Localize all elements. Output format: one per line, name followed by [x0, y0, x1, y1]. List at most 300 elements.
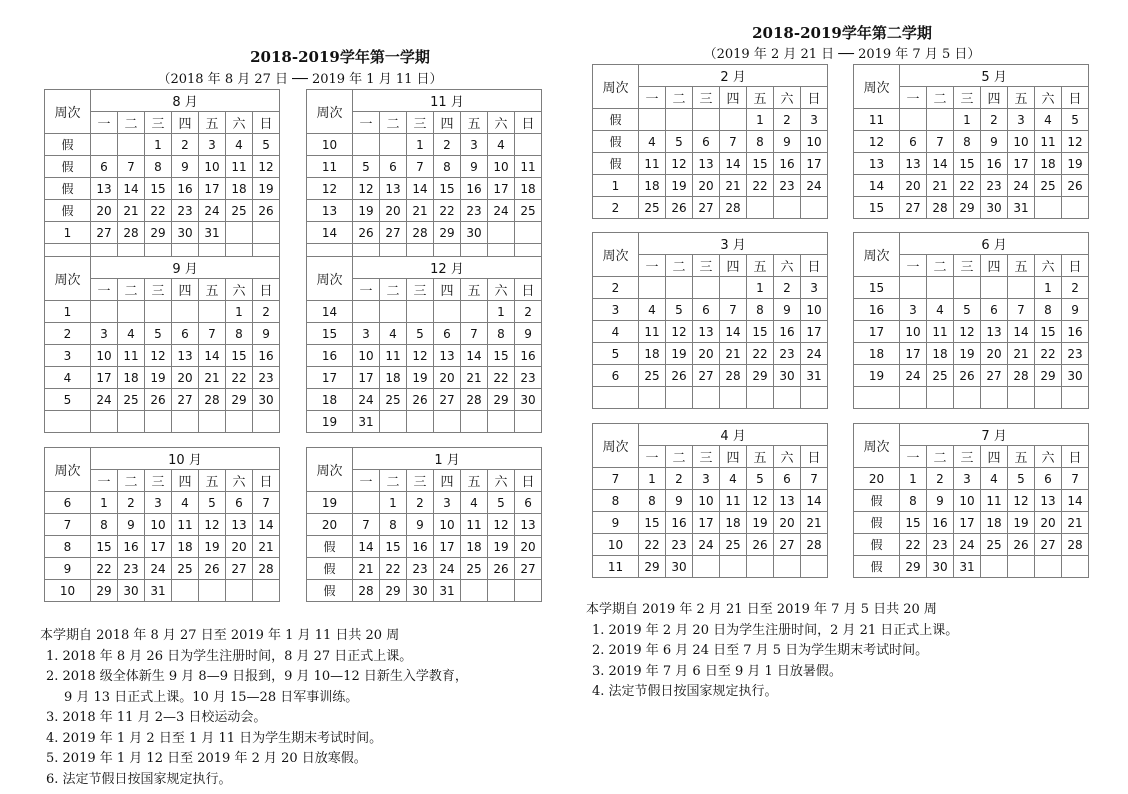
day-cell: [1008, 277, 1035, 299]
week-row: [593, 299, 828, 321]
day-cell: 27: [1035, 534, 1062, 556]
day-cell: 21: [1062, 512, 1089, 534]
day-cell: [900, 109, 927, 131]
day-cell: [693, 277, 720, 299]
month-calendar: [592, 64, 828, 219]
day-cell: 30: [461, 222, 488, 244]
week-number: 假: [45, 134, 91, 156]
week-row: [854, 365, 1089, 387]
day-cell: 4: [118, 323, 145, 345]
day-cell: 18: [720, 512, 747, 534]
week-row: [593, 131, 828, 153]
week-number-header: 周次: [854, 424, 900, 468]
week-number-header: 周次: [593, 424, 639, 468]
day-cell: 30: [118, 580, 145, 602]
day-cell: 2: [774, 109, 801, 131]
day-cell: [666, 277, 693, 299]
day-cell: 6: [1035, 468, 1062, 490]
week-row: [45, 492, 280, 514]
weekday-header: 五: [199, 112, 226, 134]
day-cell: 11: [927, 321, 954, 343]
day-cell: 29: [639, 556, 666, 578]
day-cell: [118, 301, 145, 323]
week-number-header: 周次: [854, 65, 900, 109]
day-cell: [488, 580, 515, 602]
day-cell: 24: [954, 534, 981, 556]
day-cell: [461, 411, 488, 433]
day-cell: [1008, 387, 1035, 409]
week-number: 假: [593, 131, 639, 153]
day-cell: 5: [488, 492, 515, 514]
day-cell: [720, 109, 747, 131]
day-cell: 2: [407, 492, 434, 514]
week-row: [593, 556, 828, 578]
weekday-header: 五: [1008, 87, 1035, 109]
week-row: [307, 411, 542, 433]
week-number: 2: [45, 323, 91, 345]
day-cell: 25: [461, 558, 488, 580]
day-cell: [461, 580, 488, 602]
day-cell: 20: [693, 175, 720, 197]
weekday-header: 五: [461, 279, 488, 301]
day-cell: 14: [1062, 490, 1089, 512]
weekday-header: 二: [118, 112, 145, 134]
day-cell: 19: [1008, 512, 1035, 534]
day-cell: 23: [981, 175, 1008, 197]
day-cell: 24: [488, 200, 515, 222]
day-cell: [927, 387, 954, 409]
day-cell: [91, 301, 118, 323]
day-cell: 4: [927, 299, 954, 321]
day-cell: 24: [801, 343, 828, 365]
day-cell: 2: [118, 492, 145, 514]
day-cell: 25: [1035, 175, 1062, 197]
day-cell: 8: [434, 156, 461, 178]
week-row: [854, 277, 1089, 299]
day-cell: 13: [693, 153, 720, 175]
day-cell: 14: [720, 321, 747, 343]
day-cell: 8: [747, 299, 774, 321]
day-cell: 2: [666, 468, 693, 490]
month-calendar: [306, 256, 542, 433]
day-cell: 10: [488, 156, 515, 178]
day-cell: 14: [927, 153, 954, 175]
week-row: [854, 343, 1089, 365]
day-cell: 29: [380, 580, 407, 602]
day-cell: [434, 301, 461, 323]
day-cell: 6: [172, 323, 199, 345]
day-cell: 13: [172, 345, 199, 367]
week-row: [45, 178, 280, 200]
day-cell: 24: [1008, 175, 1035, 197]
day-cell: 11: [461, 514, 488, 536]
day-cell: 22: [954, 175, 981, 197]
day-cell: 3: [91, 323, 118, 345]
day-cell: 1: [639, 468, 666, 490]
day-cell: 24: [91, 389, 118, 411]
day-cell: 31: [434, 580, 461, 602]
week-number: 假: [45, 178, 91, 200]
day-cell: 3: [900, 299, 927, 321]
day-cell: [1062, 387, 1089, 409]
day-cell: 28: [461, 389, 488, 411]
week-row: [45, 389, 280, 411]
day-cell: [981, 277, 1008, 299]
day-cell: [172, 580, 199, 602]
day-cell: 23: [407, 558, 434, 580]
week-row: [593, 321, 828, 343]
weekday-header: 二: [927, 87, 954, 109]
note-line: 4. 2019 年 1 月 2 日至 1 月 11 日为学生期末考试时间。: [46, 730, 383, 746]
week-number: 1: [45, 222, 91, 244]
weekday-header: 日: [515, 112, 542, 134]
day-cell: [774, 387, 801, 409]
week-number: 假: [307, 536, 353, 558]
day-cell: 2: [927, 468, 954, 490]
day-cell: 10: [954, 490, 981, 512]
day-cell: 4: [981, 468, 1008, 490]
week-row: [307, 345, 542, 367]
week-row: [854, 299, 1089, 321]
day-cell: 18: [461, 536, 488, 558]
weekday-header: 日: [1062, 446, 1089, 468]
day-cell: [720, 387, 747, 409]
week-number: [854, 387, 900, 409]
day-cell: 8: [747, 131, 774, 153]
day-cell: 30: [981, 197, 1008, 219]
day-cell: [774, 197, 801, 219]
day-cell: 7: [461, 323, 488, 345]
day-cell: 20: [981, 343, 1008, 365]
day-cell: [801, 387, 828, 409]
week-row: [307, 389, 542, 411]
day-cell: 14: [199, 345, 226, 367]
day-cell: 9: [1062, 299, 1089, 321]
week-number: 1: [45, 301, 91, 323]
day-cell: 18: [927, 343, 954, 365]
week-number: 假: [854, 512, 900, 534]
day-cell: 3: [199, 134, 226, 156]
day-cell: [666, 387, 693, 409]
day-cell: 12: [145, 345, 172, 367]
day-cell: 13: [981, 321, 1008, 343]
day-cell: 19: [253, 178, 280, 200]
day-cell: 13: [900, 153, 927, 175]
day-cell: 17: [145, 536, 172, 558]
day-cell: 30: [666, 556, 693, 578]
weekday-header: 六: [226, 112, 253, 134]
weekday-header: 四: [172, 470, 199, 492]
month-name: 7 月: [900, 424, 1089, 446]
day-cell: 17: [693, 512, 720, 534]
day-cell: [693, 109, 720, 131]
week-row: [593, 153, 828, 175]
day-cell: 25: [226, 200, 253, 222]
week-number: 假: [45, 200, 91, 222]
weekday-header: 一: [900, 446, 927, 468]
note-line: 1. 2018 年 8 月 26 日为学生注册时间，8 月 27 日正式上课。: [46, 648, 413, 664]
day-cell: [515, 411, 542, 433]
day-cell: 8: [226, 323, 253, 345]
day-cell: 2: [434, 134, 461, 156]
day-cell: 4: [172, 492, 199, 514]
weekday-header: 四: [981, 255, 1008, 277]
weekday-header: 三: [407, 470, 434, 492]
weekday-header: 日: [253, 470, 280, 492]
weekday-header: 一: [353, 279, 380, 301]
day-cell: 28: [199, 389, 226, 411]
day-cell: [720, 556, 747, 578]
day-cell: 29: [1035, 365, 1062, 387]
day-cell: 20: [774, 512, 801, 534]
week-number: 8: [593, 490, 639, 512]
day-cell: 21: [253, 536, 280, 558]
day-cell: 1: [145, 134, 172, 156]
day-cell: 17: [199, 178, 226, 200]
semester-2-title: 2018-2019学年第二学期: [752, 24, 932, 42]
week-number: 10: [593, 534, 639, 556]
day-cell: 9: [407, 514, 434, 536]
weekday-header: 六: [774, 446, 801, 468]
day-cell: 19: [666, 343, 693, 365]
week-row: [593, 490, 828, 512]
week-row: [854, 556, 1089, 578]
day-cell: 5: [199, 492, 226, 514]
day-cell: 20: [434, 367, 461, 389]
day-cell: 18: [172, 536, 199, 558]
day-cell: 19: [488, 536, 515, 558]
day-cell: 9: [981, 131, 1008, 153]
week-number-header: 周次: [307, 257, 353, 301]
week-number-header: 周次: [854, 233, 900, 277]
day-cell: [1035, 556, 1062, 578]
day-cell: [145, 301, 172, 323]
day-cell: 18: [639, 175, 666, 197]
day-cell: 12: [1062, 131, 1089, 153]
day-cell: 9: [774, 299, 801, 321]
day-cell: 10: [693, 490, 720, 512]
day-cell: 8: [954, 131, 981, 153]
day-cell: 24: [801, 175, 828, 197]
day-cell: 8: [1035, 299, 1062, 321]
week-number: 15: [854, 277, 900, 299]
day-cell: 21: [720, 343, 747, 365]
day-cell: [118, 411, 145, 433]
weekday-header: 五: [747, 87, 774, 109]
day-cell: 27: [91, 222, 118, 244]
weekday-header: 二: [118, 279, 145, 301]
day-cell: 10: [199, 156, 226, 178]
month-calendar: [44, 447, 280, 602]
day-cell: 10: [801, 131, 828, 153]
month-calendar: [306, 447, 542, 602]
day-cell: 14: [407, 178, 434, 200]
week-row: [307, 222, 542, 244]
day-cell: 1: [91, 492, 118, 514]
day-cell: 12: [407, 345, 434, 367]
weekday-header: 一: [91, 470, 118, 492]
week-number: 13: [854, 153, 900, 175]
day-cell: 20: [91, 200, 118, 222]
day-cell: 29: [91, 580, 118, 602]
day-cell: 15: [954, 153, 981, 175]
day-cell: 18: [226, 178, 253, 200]
week-row: [45, 580, 280, 602]
day-cell: 1: [226, 301, 253, 323]
day-cell: 13: [380, 178, 407, 200]
week-row: [854, 490, 1089, 512]
day-cell: 9: [774, 131, 801, 153]
day-cell: 27: [226, 558, 253, 580]
week-number: 4: [593, 321, 639, 343]
month-calendar: [44, 89, 280, 266]
day-cell: 15: [488, 345, 515, 367]
day-cell: 22: [900, 534, 927, 556]
day-cell: 20: [226, 536, 253, 558]
weekday-header: 三: [954, 255, 981, 277]
day-cell: 22: [1035, 343, 1062, 365]
day-cell: 23: [927, 534, 954, 556]
day-cell: 11: [720, 490, 747, 512]
week-number: 6: [593, 365, 639, 387]
day-cell: 4: [226, 134, 253, 156]
day-cell: 30: [1062, 365, 1089, 387]
month-name: 6 月: [900, 233, 1089, 255]
week-number: 4: [45, 367, 91, 389]
weekday-header: 五: [747, 255, 774, 277]
week-row: [854, 197, 1089, 219]
day-cell: [639, 277, 666, 299]
day-cell: [693, 556, 720, 578]
month-name: 5 月: [900, 65, 1089, 87]
day-cell: [199, 411, 226, 433]
day-cell: [515, 222, 542, 244]
weekday-header: 三: [407, 112, 434, 134]
day-cell: 17: [91, 367, 118, 389]
day-cell: 25: [172, 558, 199, 580]
day-cell: 24: [900, 365, 927, 387]
day-cell: 17: [488, 178, 515, 200]
day-cell: [380, 301, 407, 323]
day-cell: 7: [407, 156, 434, 178]
weekday-header: 二: [380, 470, 407, 492]
week-number: 8: [45, 536, 91, 558]
note-line: 本学期自 2018 年 8 月 27 日至 2019 年 1 月 11 日共 20 周: [40, 628, 400, 643]
day-cell: 8: [91, 514, 118, 536]
day-cell: 29: [747, 365, 774, 387]
weekday-header: 一: [91, 112, 118, 134]
day-cell: 15: [747, 153, 774, 175]
day-cell: 26: [488, 558, 515, 580]
day-cell: [666, 109, 693, 131]
day-cell: 12: [747, 490, 774, 512]
day-cell: 9: [666, 490, 693, 512]
week-row: [854, 153, 1089, 175]
week-row: [593, 512, 828, 534]
day-cell: 20: [172, 367, 199, 389]
day-cell: [747, 556, 774, 578]
day-cell: 17: [434, 536, 461, 558]
day-cell: 29: [434, 222, 461, 244]
week-number: 3: [593, 299, 639, 321]
weekday-header: 一: [353, 112, 380, 134]
day-cell: 6: [774, 468, 801, 490]
day-cell: [488, 222, 515, 244]
day-cell: 23: [774, 343, 801, 365]
day-cell: 15: [91, 536, 118, 558]
day-cell: 13: [1035, 490, 1062, 512]
day-cell: 14: [1008, 321, 1035, 343]
day-cell: 14: [118, 178, 145, 200]
day-cell: 11: [172, 514, 199, 536]
day-cell: 12: [253, 156, 280, 178]
weekday-header: 六: [774, 87, 801, 109]
day-cell: [1062, 197, 1089, 219]
day-cell: 5: [145, 323, 172, 345]
weekday-header: 四: [434, 112, 461, 134]
day-cell: 11: [1035, 131, 1062, 153]
day-cell: 30: [407, 580, 434, 602]
day-cell: [774, 556, 801, 578]
weekday-header: 五: [199, 470, 226, 492]
week-row: [45, 323, 280, 345]
week-row: [307, 301, 542, 323]
week-row: [307, 156, 542, 178]
day-cell: 22: [488, 367, 515, 389]
weekday-header: 五: [1008, 255, 1035, 277]
week-number: 12: [307, 178, 353, 200]
day-cell: [380, 411, 407, 433]
week-row: [307, 580, 542, 602]
day-cell: 16: [515, 345, 542, 367]
day-cell: 15: [145, 178, 172, 200]
day-cell: 23: [461, 200, 488, 222]
weekday-header: 日: [515, 470, 542, 492]
day-cell: 4: [488, 134, 515, 156]
week-number: 6: [45, 492, 91, 514]
day-cell: 21: [1008, 343, 1035, 365]
day-cell: 7: [720, 299, 747, 321]
week-row: [307, 558, 542, 580]
day-cell: 5: [1008, 468, 1035, 490]
day-cell: 31: [1008, 197, 1035, 219]
weekday-header: 日: [1062, 87, 1089, 109]
month-name: 11 月: [353, 90, 542, 112]
month-name: 9 月: [91, 257, 280, 279]
week-number: 11: [854, 109, 900, 131]
weekday-header: 一: [900, 255, 927, 277]
weekday-header: 日: [801, 255, 828, 277]
month-calendar: [306, 89, 542, 266]
weekday-header: 六: [1035, 255, 1062, 277]
day-cell: 30: [253, 389, 280, 411]
week-row: [45, 222, 280, 244]
day-cell: 3: [801, 109, 828, 131]
day-cell: 10: [900, 321, 927, 343]
day-cell: 25: [118, 389, 145, 411]
day-cell: 31: [954, 556, 981, 578]
day-cell: 1: [1035, 277, 1062, 299]
week-number: 假: [593, 109, 639, 131]
day-cell: 28: [253, 558, 280, 580]
day-cell: 28: [720, 365, 747, 387]
month-name: 10 月: [91, 448, 280, 470]
day-cell: 13: [434, 345, 461, 367]
week-row: [593, 343, 828, 365]
note-line: 5. 2019 年 1 月 12 日至 2019 年 2 月 20 日放寒假。: [46, 751, 367, 766]
day-cell: 14: [720, 153, 747, 175]
week-row: [45, 200, 280, 222]
